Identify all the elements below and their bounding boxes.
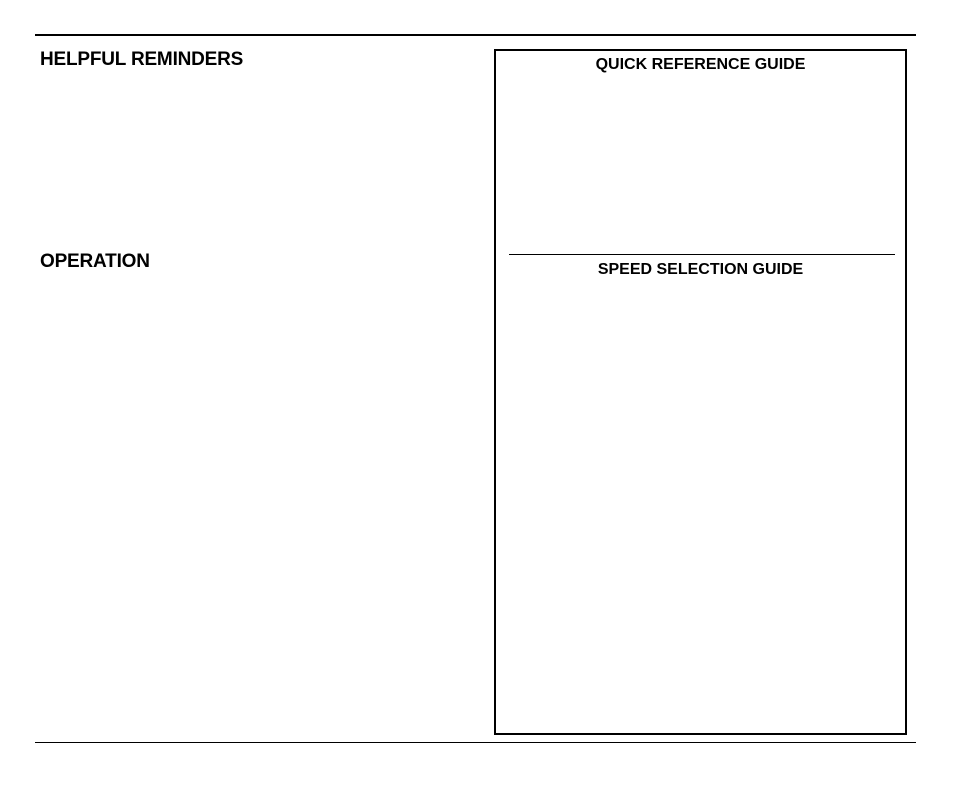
bottom-rule [35, 742, 916, 743]
operation-heading: OPERATION [40, 251, 150, 272]
guide-divider [509, 254, 895, 255]
quick-reference-guide-heading: QUICK REFERENCE GUIDE [595, 56, 806, 73]
reference-guide-box [494, 49, 907, 735]
helpful-reminders-heading: HELPFUL REMINDERS [40, 49, 244, 70]
top-rule [35, 34, 916, 36]
speed-selection-guide-heading: SPEED SELECTION GUIDE [597, 261, 804, 278]
